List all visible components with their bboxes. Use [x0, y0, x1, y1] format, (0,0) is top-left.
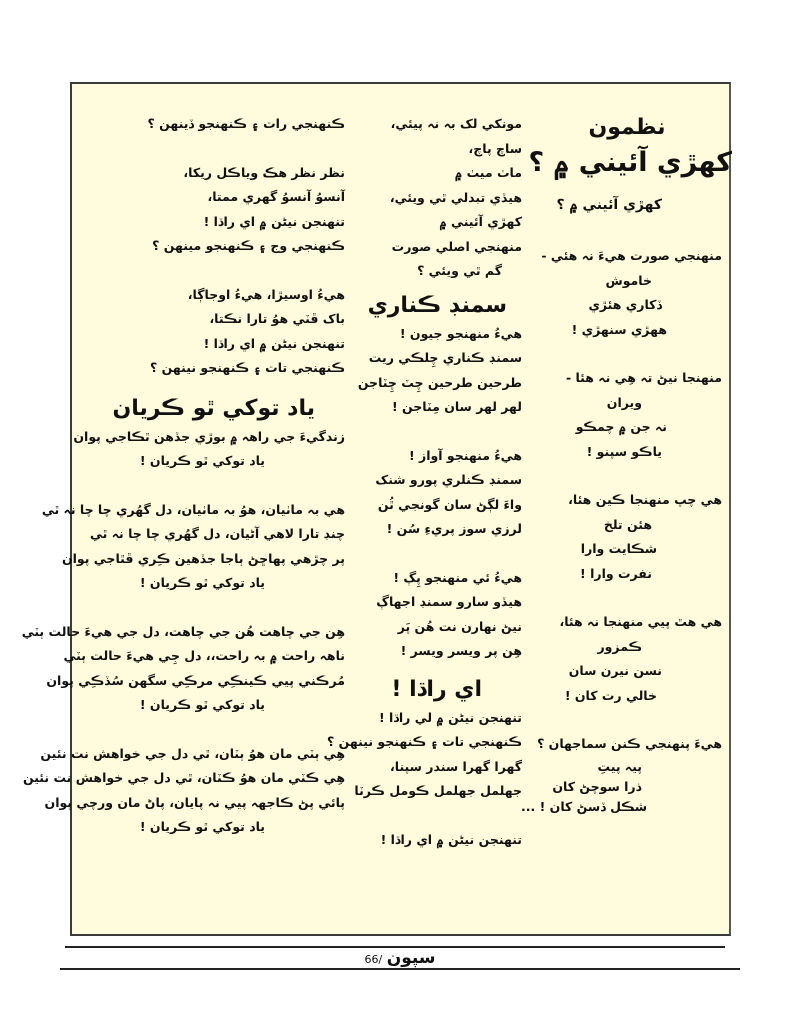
verse-line: ياد توکي ٿو ڪريان !	[139, 697, 265, 712]
verse-line: ھِن جي چاھت ھُن جي چاھت، دل جي ھيءَ حالت ٻٽي	[21, 623, 345, 639]
verse-line: ھيءُ ئي منھنجو پِڳ !	[393, 569, 522, 585]
verse-line: ماٺ ميٺ ۾	[454, 165, 522, 180]
stanza	[512, 610, 722, 708]
stanza	[512, 488, 722, 586]
verse-line: ھيءَ پنھنجي ڪنن سماجھان ؟	[537, 736, 722, 751]
verse-line: منھنجي اصلي صورت	[391, 238, 522, 254]
verse-line: ھئن تلخ	[603, 516, 652, 532]
right-column	[512, 112, 732, 817]
verse-line: ڪنھنجي تات ۽ ڪنھنجو نينھن ؟	[150, 360, 345, 375]
verse-line: نہ جن ۾ چمڪو	[575, 419, 667, 434]
verse-line: سمنڊ ڪنلري پورو شنک	[375, 472, 522, 487]
verse-line: ياد توکي ٿو ڪريان !	[139, 453, 265, 468]
stanza	[512, 732, 722, 817]
verse-line: زندگيءَ جي راھہ ۾ بوڙي جڏھن ٿڪاجي پوان	[73, 428, 345, 444]
verse-line: نيڻ نھارن نت ھُن پَر	[397, 618, 522, 634]
verse-line: پيہ پيتِ	[597, 758, 642, 774]
verse-line: پائي پڻ ڪاجھہ پيي نہ پايان، پاڻ مان ورچي پوان	[44, 794, 345, 810]
verse-line: ساچ پاچ،	[468, 140, 522, 156]
verse-line: کھڙي آئيني ۾	[439, 214, 522, 229]
stanza	[512, 366, 722, 464]
verse-line: خالي رت کان !	[564, 687, 657, 703]
verse-line: چنڊ تارا لاھي آڻيان، دل گھُري چا چا نہ ٿي	[90, 526, 345, 541]
verse-line: ذرا سوچڻ کان	[552, 778, 642, 794]
verse-line: ھي ھٿ پيي منھنجا نہ ھئا،	[559, 614, 722, 629]
magazine-name: سپون	[386, 948, 436, 968]
verse-line: ھيڏو سارو سمنڊ اجھاڳ	[376, 594, 522, 609]
verse-line: طرحين طرحين چِٽ چِٽاجن	[357, 374, 522, 390]
verse-line: ويران	[606, 394, 642, 410]
verse-line: ھي چپ منھنجا ڪين ھئا،	[568, 492, 722, 507]
verse-line: باک ڦٽي ھوُ تارا نڪتا،	[209, 311, 345, 326]
footer-rule-bottom	[60, 968, 740, 970]
poem-title-khharri: کھڙي آئيني ۾ ؟	[528, 147, 732, 178]
verse-line: گم ٿي ويئي ؟	[417, 263, 502, 278]
verse-line: ھيءُ اوسيڙا، ھيءُ اوجاڳا،	[187, 286, 345, 302]
verse-line: لرزي سوز پريءِ سُن !	[386, 521, 522, 536]
verse-line: گھرا گھرا سندر سپنا،	[390, 758, 522, 774]
verse-line: شڪل ڏسڻ کان ! ...	[521, 798, 647, 814]
verse-line: ڪنھنجي تات ۽ ڪنھنجو نينھن ؟	[327, 734, 522, 749]
stanza	[512, 244, 722, 342]
verse-line: تنھنجن نيڻن ۾ لي راڌا !	[378, 709, 522, 725]
verse-line: منھنجي صورت ھيءَ نہ ھئي -	[541, 248, 722, 263]
verse-line: تنھنجن نيڻن ۾ اي راڌا !	[380, 831, 522, 847]
page-footer	[0, 948, 800, 968]
verse-line: لھر لھر سان مِٽاجن !	[392, 399, 522, 414]
verse-line: شڪايت وارا	[580, 541, 657, 556]
verse-line: ڏکاري ھئڙي	[588, 297, 662, 312]
poem-subtitle-khharri: کھڙي آئيني ۾ ؟	[556, 197, 662, 213]
verse-line: ياڪو سپنو !	[586, 443, 662, 459]
verse-line: ياد توکي ٿو ڪريان !	[139, 819, 265, 834]
verse-line: ڪنھنجي رات ۽ ڪنھنجو ڏينھن ؟	[147, 116, 345, 131]
poem-title-yaad: ياد توکي ٿو ڪريان	[112, 395, 315, 421]
verse-line: ھھڙي سنھڙي !	[571, 321, 667, 337]
verse-line: ھيڏي تبدلي ٿي ويئي،	[389, 189, 522, 205]
section-title: نظمون	[588, 115, 666, 140]
verse-line: ھِن پر ويسر ويسر !	[400, 643, 522, 658]
verse-line: نظر نظر ھڪ وياڪل ريکا،	[183, 164, 345, 180]
verse-line: ھِي ڪٽي مان ھوُ ڪٽان، ٿي دل جي خواھش نت نئين	[22, 770, 345, 785]
page-number: /66	[364, 953, 383, 966]
poem-title-ai-rada: اي راڌا !	[391, 676, 482, 702]
verse-line: منھنجا نيڻ تہ ھِي نہ ھئا -	[565, 370, 722, 385]
verse-line: ھيءُ منھنجو جيون !	[399, 325, 522, 341]
verse-line: واءَ لڳڻ سان گونجي ٿُن	[377, 496, 522, 512]
verse-line: تنھنجن نيڻن ۾ اي راڌا !	[203, 335, 345, 351]
verse-line: ڪمزور	[597, 638, 642, 654]
verse-line: ڪنھنجي وج ۽ ڪنھنجو مينھن ؟	[152, 238, 345, 253]
verse-line: مُرڪني پيي ڪينڪِي مرڪِي سگھن سُڏڪِي پوان	[46, 672, 345, 688]
verse-line: جھلمل جھلمل ڪومل ڪرٽا	[354, 783, 522, 798]
verse-line: آنسوُ آنسوُ گھري ممتا،	[207, 189, 345, 204]
verse-line: ياد توکي ٿو ڪريان !	[139, 575, 265, 590]
poem-title-samand: سمنڊ ڪناري	[367, 292, 507, 318]
verse-line: پر چڙھي پھاڇڻ ٻاجا جڏھين ڪِري ڦٿاجي پوان	[61, 550, 345, 566]
verse-line: نفرت وارا !	[580, 565, 652, 581]
verse-line: نسن نيرن سان	[568, 663, 662, 678]
verse-line: خاموش	[605, 272, 652, 288]
verse-line: سمنڊ ڪناري چِلڪي ريت	[368, 350, 522, 365]
verse-line: ھيءُ منھنجو آواز !	[408, 447, 522, 463]
verse-line: مونکي لک بہ نہ پيئي،	[390, 116, 522, 131]
middle-column	[327, 112, 522, 852]
left-column	[21, 112, 345, 840]
verse-line: ناھہ راحت ۾ بہ راحت،، دل جِي ھيءَ حالت ٻٽي	[63, 648, 345, 663]
verse-line: تنھنجن نيڻن ۾ اي راڌا !	[203, 213, 345, 229]
verse-line: ھِي ٻٽي مان ھوُ ٻٽان، ٿي دل جي خواھش نت نئين	[40, 745, 345, 761]
verse-line: ھي بہ ماٺيان، ھوُ بہ ماٺيان، دل گھُري چا چا نہ ٿي	[41, 501, 345, 517]
